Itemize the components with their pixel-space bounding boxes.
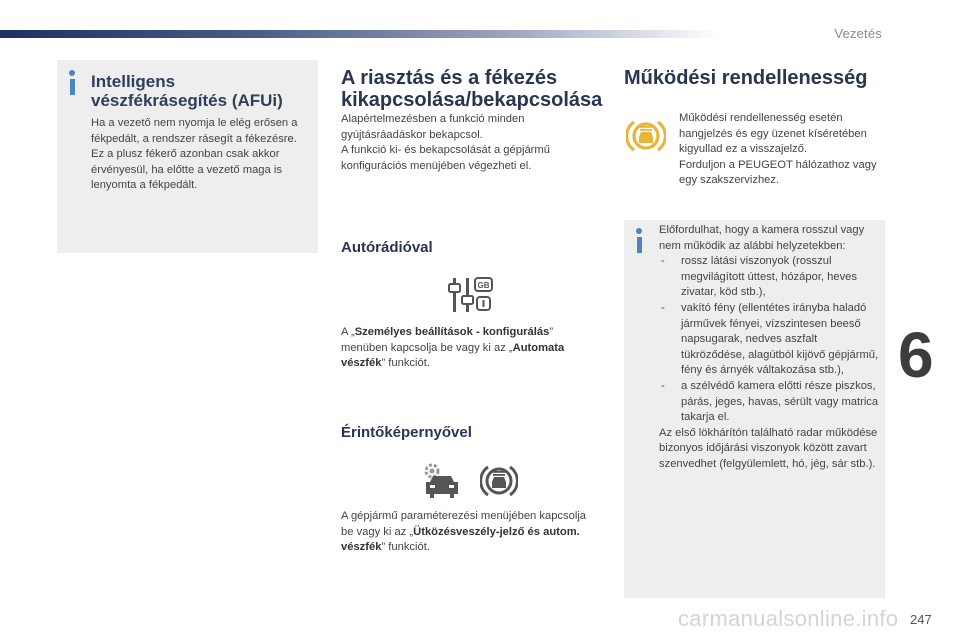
middle-intro <box>341 112 581 174</box>
vehicle-settings-icon <box>422 462 462 505</box>
touchscreen-text-pre: A gépjármű paraméterezési menüjében kapcsolja be vagy ki az „ <box>341 510 587 538</box>
malfunction-paragraph: Működési rendellenesség esetén hangjelzés és egy üzenet kíséretében kigyullad ez a visszajelző. <box>679 112 867 156</box>
malfunction-text <box>679 111 879 189</box>
touchscreen-text-post: ” funkciót. <box>381 541 430 554</box>
chapter-number: 6 <box>898 319 934 391</box>
list-item-text: vakító fény (ellentétes irányba haladó járművek fényei, vízszintesen beeső napsugarak, nedves aszfalt tükröződése, alagútból kijövő gépjármű, fény és árnyék váltakozása stb.), <box>681 301 879 377</box>
radio-text-mid: ” menüben kapcsolja be vagy ki az „ <box>341 326 554 354</box>
radio-subtitle: Autórádióval <box>341 239 433 256</box>
list-dash: - <box>661 301 665 314</box>
afui-title: Intelligens vészfékrásegítés (AFUi) <box>91 72 283 110</box>
touchscreen-subtitle: Érintőképernyővel <box>341 424 472 441</box>
section-header: Vezetés <box>834 26 882 41</box>
list-item <box>659 254 881 301</box>
watermark: carmanualsonline.info <box>678 606 899 631</box>
touchscreen-function-name: Ütközésveszély-jelző és autom. vészfék <box>341 525 580 554</box>
collision-warning-amber-icon <box>626 118 666 159</box>
touchscreen-instructions <box>341 509 596 556</box>
radio-menu-name: Személyes beállítások - konfigurálás <box>354 326 550 338</box>
settings-sliders-icon <box>448 276 496 319</box>
middle-paragraph: Alapértelmezésben a funkció minden gyújtásráadáskor bekapcsol. <box>341 113 525 141</box>
malfunction-title: Működési rendellenesség <box>624 67 868 89</box>
header-gradient-bar <box>0 30 720 38</box>
middle-paragraph: A funkció ki- és bekapcsolását a gépjármű konfigurációs menüjében végezheti el. <box>341 144 550 172</box>
page-number: 247 <box>910 612 932 627</box>
camera-info-intro: Előfordulhat, hogy a kamera rosszul vagy nem működik az alábbi helyzetekben: <box>659 224 865 252</box>
list-item <box>659 301 881 379</box>
radio-function-name: Automata vészfék <box>341 341 565 370</box>
language-badge-label: GB <box>477 281 490 290</box>
afui-text <box>91 116 313 194</box>
afui-paragraph: Ha a vezető nem nyomja le elég erősen a fékpedált, a rendszer rásegít a fékezésre. <box>91 117 298 145</box>
malfunction-paragraph: Forduljon a PEUGEOT hálózathoz vagy egy szakszervizhez. <box>679 158 877 187</box>
radio-instructions <box>341 325 601 372</box>
middle-title: A riasztás és a fékezés kikapcsolása/bekapcsolása <box>341 67 603 111</box>
list-dash: - <box>661 379 665 392</box>
camera-conditions-list <box>659 254 881 426</box>
afui-paragraph: Ez a plusz fékerő azonban csak akkor érvényesül, ha előtte a vezető maga is lenyomta a fékpedált. <box>91 148 282 192</box>
list-item-text: rossz látási viszonyok (rosszul megvilágított úttest, hózápor, heves zivatar, köd stb.), <box>681 255 857 299</box>
list-item <box>659 379 881 426</box>
camera-info-text <box>659 223 881 473</box>
radio-text-pre: A „ <box>341 326 355 338</box>
list-item-text: a szélvédő kamera előtti része piszkos, párás, jeges, havas, sérült vagy matrica takarja el. <box>681 379 879 424</box>
camera-info-outro: Az első lökhárítón található radar működése bizonyos időjárási viszonyok között zavart szenvedhet (felgyülemlett, hó, jég, sár stb.). <box>659 426 878 470</box>
info-icon <box>68 70 76 95</box>
radio-text-post: ” funkciót. <box>381 357 430 370</box>
collision-warning-icon <box>480 463 518 504</box>
info-icon <box>635 228 643 253</box>
list-dash: - <box>661 255 665 268</box>
